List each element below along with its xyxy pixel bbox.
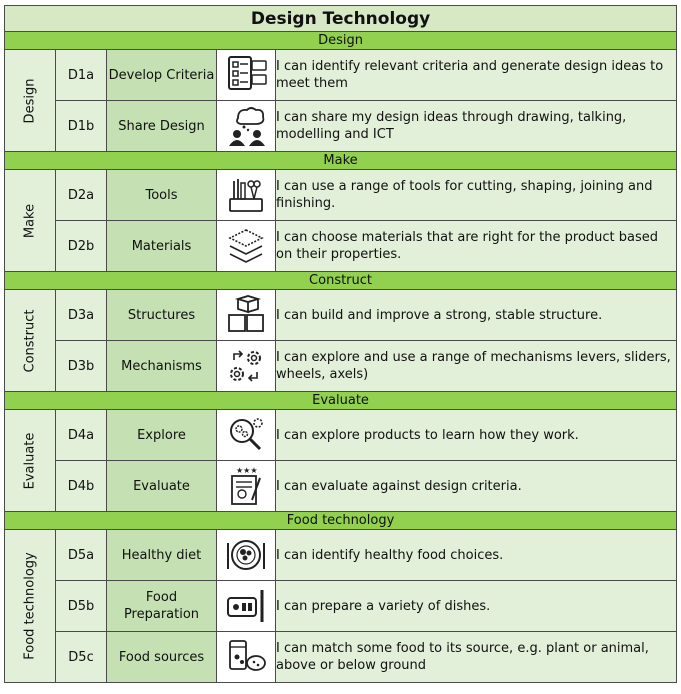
item-description: I can identify healthy food choices.: [276, 530, 677, 581]
section-header-row: [5, 272, 677, 290]
item-name: Food Preparation: [107, 581, 217, 632]
item-description: I can share my design ideas through drawing, talking, modelling and ICT: [276, 101, 677, 152]
category-cell: [5, 410, 56, 512]
share-ideas-icon: [224, 104, 268, 148]
item-name: Tools: [107, 170, 217, 221]
section-heading: Construct: [5, 272, 677, 290]
icon-cell: [217, 410, 276, 461]
table-row: [5, 461, 677, 512]
table-row: [5, 341, 677, 392]
item-description: I can use a range of tools for cutting, shaping, joining and finishing.: [276, 170, 677, 221]
table-row: [5, 221, 677, 272]
section-heading: Evaluate: [5, 392, 677, 410]
icon-cell: [217, 170, 276, 221]
icon-cell: [217, 101, 276, 152]
design-technology-table: [4, 5, 677, 683]
section-heading: Food technology: [5, 512, 677, 530]
icon-cell: [217, 530, 276, 581]
item-code: D4b: [56, 461, 107, 512]
section-header-row: [5, 32, 677, 50]
item-description: I can explore and use a range of mechanisms levers, sliders, wheels, axels): [276, 341, 677, 392]
item-description: I can build and improve a strong, stable structure.: [276, 290, 677, 341]
table-row: [5, 410, 677, 461]
category-label: Design: [22, 78, 38, 123]
category-cell: [5, 530, 56, 683]
icon-cell: [217, 50, 276, 101]
item-code: D3a: [56, 290, 107, 341]
page-title: Design Technology: [5, 6, 677, 32]
section-heading: Make: [5, 152, 677, 170]
icon-cell: [217, 341, 276, 392]
icon-cell: [217, 632, 276, 683]
table-row: [5, 530, 677, 581]
criteria-checklist-icon: [224, 53, 268, 97]
item-description: I can choose materials that are right for the product based on their properties.: [276, 221, 677, 272]
icon-cell: [217, 581, 276, 632]
section-header-row: [5, 152, 677, 170]
item-code: D3b: [56, 341, 107, 392]
item-name: Healthy diet: [107, 530, 217, 581]
category-label: Food technology: [22, 552, 38, 660]
category-cell: [5, 170, 56, 272]
svg-text:★★★: ★★★: [236, 466, 258, 475]
item-code: D1b: [56, 101, 107, 152]
evaluate-review-icon: [224, 464, 268, 508]
item-code: D5a: [56, 530, 107, 581]
category-label: Evaluate: [22, 432, 38, 489]
table-row: [5, 290, 677, 341]
icon-cell: [217, 290, 276, 341]
food-sources-icon: [224, 635, 268, 679]
item-description: I can prepare a variety of dishes.: [276, 581, 677, 632]
item-code: D2b: [56, 221, 107, 272]
section-header-row: [5, 392, 677, 410]
category-cell: [5, 50, 56, 152]
item-description: I can explore products to learn how they work.: [276, 410, 677, 461]
item-name: Materials: [107, 221, 217, 272]
chopping-board-icon: [224, 584, 268, 628]
item-code: D2a: [56, 170, 107, 221]
table-row: [5, 170, 677, 221]
table-row: [5, 632, 677, 683]
item-description: I can identify relevant criteria and generate design ideas to meet them: [276, 50, 677, 101]
item-code: D5b: [56, 581, 107, 632]
category-label: Construct: [22, 309, 38, 372]
table-row: [5, 101, 677, 152]
title-row: [5, 6, 677, 32]
tools-icon: [224, 173, 268, 217]
item-name: Food sources: [107, 632, 217, 683]
category-label: Make: [22, 203, 38, 238]
healthy-plate-icon: [224, 533, 268, 577]
item-code: D5c: [56, 632, 107, 683]
item-name: Develop Criteria: [107, 50, 217, 101]
section-header-row: [5, 512, 677, 530]
blocks-icon: [224, 293, 268, 337]
item-name: Evaluate: [107, 461, 217, 512]
icon-cell: [217, 221, 276, 272]
item-code: D1a: [56, 50, 107, 101]
item-name: Explore: [107, 410, 217, 461]
item-description: I can match some food to its source, e.g. plant or animal, above or below ground: [276, 632, 677, 683]
item-name: Share Design: [107, 101, 217, 152]
item-description: I can evaluate against design criteria.: [276, 461, 677, 512]
gears-icon: [224, 344, 268, 388]
table-row: [5, 50, 677, 101]
category-cell: [5, 290, 56, 392]
item-name: Mechanisms: [107, 341, 217, 392]
magnifier-gears-icon: [224, 413, 268, 457]
icon-cell: [217, 461, 276, 512]
item-code: D4a: [56, 410, 107, 461]
item-name: Structures: [107, 290, 217, 341]
table-row: [5, 581, 677, 632]
materials-layers-icon: [224, 224, 268, 268]
section-heading: Design: [5, 32, 677, 50]
